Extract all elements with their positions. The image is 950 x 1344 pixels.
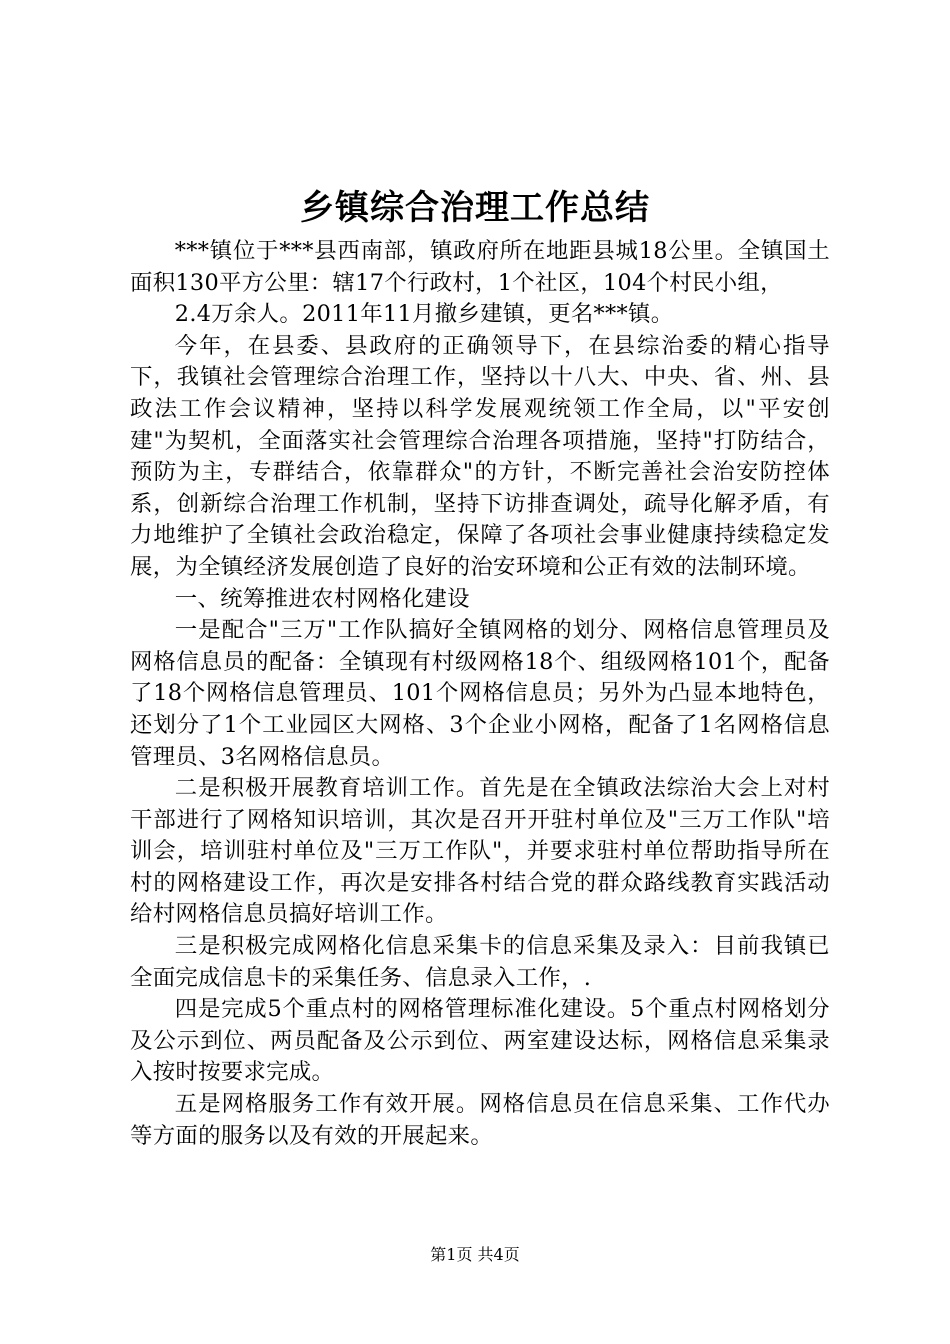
- document-title: 乡镇综合治理工作总结: [300, 188, 650, 228]
- paragraph-item-5: 五是网格服务工作有效开展。网格信息员在信息采集、工作代办等方面的服务以及有效的开展起来。: [130, 1091, 830, 1149]
- section-heading-1: 一、统筹推进农村网格化建设: [174, 585, 470, 612]
- paragraph-overview: 今年，在县委、县政府的正确领导下，在县综治委的精心指导下，我镇社会管理综合治理工作，坚持以十八大、中央、省、州、县政法工作会议精神，坚持以科学发展观统领工作全局，以"平安创建"为契机，全面落实社会管理综合治理各项措施，坚持"打防结合，预防为主，专群结合，依靠群众"的方针，不断完善社会治安防控体系，创新综合治理工作机制，坚持下访排查调处，疏导化解矛盾，有力地维护了全镇社会政治稳定，保障了各项社会事业健康持续稳定发展，为全镇经济发展创造了良好的治安环境和公正有效的法制环境。: [130, 332, 830, 580]
- paragraph-item-3: 三是积极完成网格化信息采集卡的信息采集及录入：目前我镇已全面完成信息卡的采集任务、信息录入工作，.: [130, 933, 830, 991]
- page-number-footer: 第1页 共4页: [430, 1245, 520, 1264]
- paragraph-population: 2.4万余人。2011年11月撤乡建镇，更名***镇。: [174, 301, 674, 328]
- paragraph-item-4: 四是完成5个重点村的网格管理标准化建设。5个重点村网格划分及公示到位、两员配备及公示到位、两室建设达标，网格信息采集录入按时按要求完成。: [130, 996, 830, 1086]
- paragraph-item-1: 一是配合"三万"工作队搞好全镇网格的划分、网格信息管理员及网格信息员的配备：全镇现有村级网格18个、组级网格101个，配备了18个网格信息管理员、101个网格信息员；另外为凸显本地特色，还划分了1个工业园区大网格、3个企业小网格，配备了1名网格信息管理员、3名网格信息员。: [130, 617, 830, 770]
- document-body: [130, 236, 830, 1152]
- paragraph-item-2: 二是积极开展教育培训工作。首先是在全镇政法综治大会上对村干部进行了网格知识培训，其次是召开开驻村单位及"三万工作队"培训会，培训驻村单位及"三万工作队"，并要求驻村单位帮助指导所在村的网格建设工作，再次是安排各村结合党的群众路线教育实践活动给村网格信息员搞好培训工作。: [130, 775, 830, 928]
- paragraph-intro: ***镇位于***县西南部，镇政府所在地距县城18公里。全镇国土面积130平方公里：辖17个行政村，1个社区，104个村民小组，: [130, 238, 830, 296]
